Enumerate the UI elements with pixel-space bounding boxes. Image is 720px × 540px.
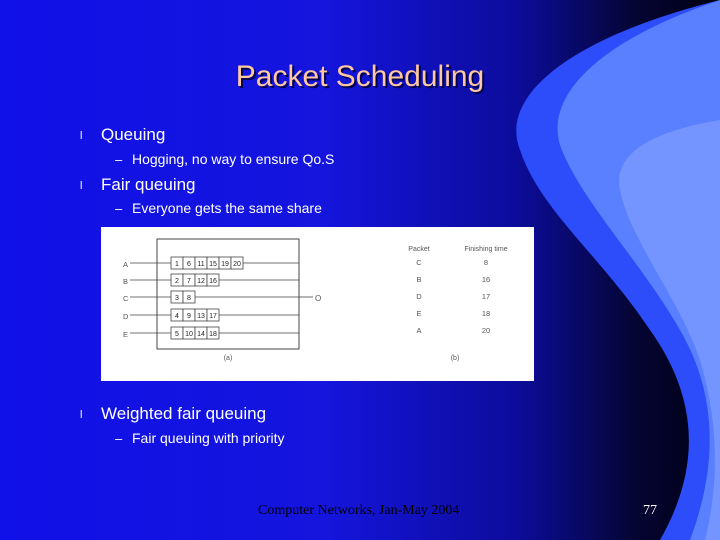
sub-bullet-marker: – (115, 152, 123, 167)
queue-label: B (123, 277, 129, 286)
bullet-weighted-fair-queuing: Weighted fair queuing (101, 404, 267, 423)
sub-bullet-marker: – (115, 201, 123, 216)
packet-number: 10 (185, 331, 193, 338)
packet-number: 8 (187, 295, 191, 302)
bullet-marker: l (80, 409, 83, 421)
fair-queuing-diagram (101, 227, 534, 381)
packet-number: 19 (221, 261, 229, 268)
bullet-marker: l (80, 130, 83, 142)
packet-number: 5 (175, 331, 179, 338)
slide-footer: Computer Networks, Jan-May 2004 (258, 503, 460, 518)
packet-number: 4 (175, 313, 179, 320)
table-cell-packet: C (416, 258, 422, 267)
packet-number: 12 (197, 278, 205, 285)
packet-number: 15 (209, 261, 217, 268)
packet-number: 1 (175, 261, 179, 268)
packet-number: 14 (197, 331, 205, 338)
packet-number: 7 (187, 278, 191, 285)
table-cell-packet: D (416, 292, 422, 301)
table-header-packet: Packet (408, 246, 430, 253)
sub-bullet-queuing: Hogging, no way to ensure Qo.S (132, 151, 335, 167)
output-label: O (315, 294, 322, 303)
queue-label: D (123, 312, 129, 321)
packet-number: 2 (175, 278, 179, 285)
queue-label: C (123, 294, 129, 303)
queue-label: E (123, 330, 129, 339)
packet-number: 16 (209, 278, 217, 285)
bullet-fair-queuing: Fair queuing (101, 175, 196, 194)
bullet-marker: l (80, 180, 83, 192)
packet-number: 11 (197, 261, 205, 268)
packet-number: 13 (197, 313, 205, 320)
slide-title: Packet Scheduling (235, 60, 485, 93)
table-cell-packet: B (416, 275, 422, 284)
sub-bullet-weighted: Fair queuing with priority (132, 430, 285, 446)
table-cell-packet: A (416, 326, 422, 335)
table-cell-finishing-time: 20 (481, 326, 491, 335)
packet-number: 18 (209, 331, 217, 338)
table-cell-finishing-time: 16 (481, 275, 491, 284)
fair-queuing-figure (101, 227, 534, 381)
packet-number: 6 (187, 261, 191, 268)
packet-number: 20 (233, 261, 241, 268)
sub-bullet-fair-queuing: Everyone gets the same share (132, 200, 322, 216)
table-cell-finishing-time: 17 (481, 292, 491, 301)
bullet-queuing: Queuing (101, 125, 166, 144)
table-header-finishing-time: Finishing time (464, 246, 508, 253)
packet-number: 9 (187, 313, 191, 320)
sub-bullet-marker: – (115, 431, 123, 446)
queue-label: A (123, 260, 129, 269)
packet-number: 17 (209, 313, 217, 320)
table-cell-finishing-time: 18 (481, 309, 491, 318)
table-cell-finishing-time: 8 (483, 258, 489, 267)
table-cell-packet: E (416, 309, 422, 318)
packet-number: 3 (175, 295, 179, 302)
page-number: 77 (643, 503, 657, 518)
caption-b: (b) (450, 355, 460, 362)
caption-a: (a) (223, 355, 233, 362)
